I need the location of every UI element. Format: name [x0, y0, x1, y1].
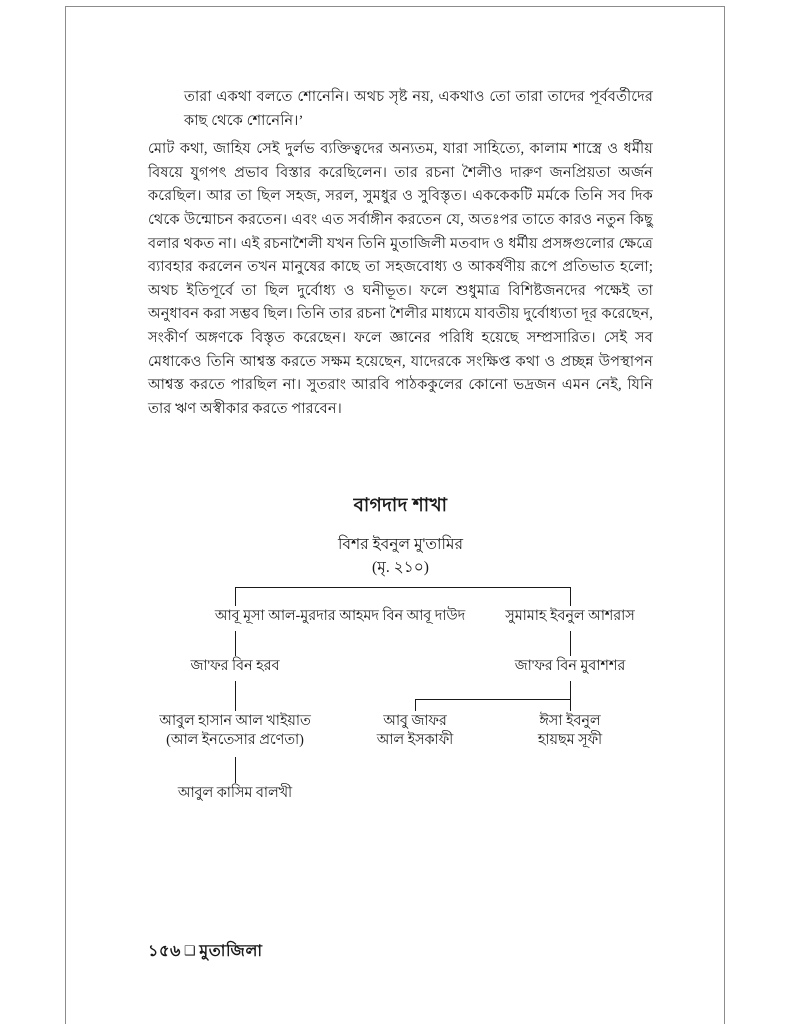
- chart-root-name: বিশর ইবনুল মু'তামির: [337, 536, 464, 554]
- main-paragraph: মোট কথা, জাহিয সেই দুর্লভ ব্যক্তিত্বদের অন্যতম, যারা সাহিত্যে, কালাম শাস্ত্রে ও ধর্মীয় বিষয়ে যুগপৎ প্রভাব বিস্তার করেছিলেন। তার রচনা শৈলীও দারুণ জনপ্রিয়তা অর্জন করেছিল। আর তা ছিল সহজ, সরল, সুমধুর ও সুবিস্তৃত। এককেকটি মর্মকে তিনি সব দিক থেকে উন্মোচন করতেন। এবং এত সর্বাঙ্গীন করতেন যে, অতঃপর তাতে কারও নতুন কিছু বলার থকত না। এই রচনাশৈলী যখন তিনি মুতাজিলী মতবাদ ও ধর্মীয় প্রসঙ্গগুলোর ক্ষেত্রে ব্যাবহার করলেন তখন মানুষের কাছে তা সহজবোধ্য ও আকর্ষণীয় রূপে প্রতিভাত হলো; অথচ ইতিপূর্বে তা ছিল দুর্বোধ্য ও ঘনীভূত। ফলে শুধুমাত্র বিশিষ্টজনদের পক্ষেই তা অনুধাবন করা সম্ভব ছিল। তিনি তার রচনা শৈলীর মাধ্যমে যাবতীয় দুর্বোধ্যতা দূর করেছেন, সংকীর্ণ অঙ্গণকে বিস্তৃত করেছেন। ফলে জ্ঞানের পরিধি হয়েছে সম্প্রসারিত। সেই সব মেধাকেও তিনি আশ্বস্ত করতে সক্ষম হয়েছেন, যাদেরকে সংক্ষিপ্ত কথা ও প্রচ্ছন্ন উপস্থাপন আশ্বস্ত করতে পারছিল না। সুতরাং আরবি পাঠককুলের কোনো ভদ্রজন এমন নেই, যিনি তার ঋণ অস্বীকার করতে পারবেন।: [148, 141, 653, 417]
- connector-n1-to-n3: [235, 631, 236, 656]
- footer-book-title: মুতাজিলা: [199, 943, 263, 960]
- tree-node-label: আবুল কাসিম বালখী: [177, 785, 293, 801]
- tree-node-label: আবু জাফর: [383, 713, 447, 729]
- connector-root-to-gen1-left: [235, 587, 236, 606]
- connector-root-bus: [235, 587, 570, 588]
- chart-title: বাগদাদ শাখা: [353, 496, 448, 516]
- tree-node-n1: [215, 607, 465, 626]
- footer-separator-icon: ❑: [183, 943, 197, 958]
- connector-gen3-bus: [415, 699, 570, 700]
- genealogy-chart: [148, 495, 653, 825]
- tree-node-sublabel: আল ইসকাফী: [376, 732, 454, 748]
- genealogy-tree: [148, 587, 653, 822]
- chart-root-death-year: (মৃ. ২১০): [372, 558, 429, 576]
- page-footer: [148, 938, 263, 965]
- tree-node-sublabel: হায়ছম সূফী: [537, 732, 603, 748]
- connector-n3-to-n5: [235, 681, 236, 711]
- tree-node-n6: [377, 712, 453, 750]
- connector-gen3-bus-to-n6: [415, 699, 416, 711]
- tree-node-label: ঈসা ইবনুল: [539, 713, 601, 729]
- tree-node-n4: [515, 657, 625, 676]
- tree-node-n3: [191, 657, 280, 676]
- tree-node-label: জা'ফর বিন হরব: [190, 658, 280, 674]
- quoted-paragraph: তারা একথা বলতে শোনেনি। অথচ সৃষ্ট নয়, একথাও তো তারা তাদের পূর্ববর্তীদের কাছ থেকে শোনেনি।’: [184, 89, 653, 129]
- connector-n5-to-n8: [235, 757, 236, 783]
- connector-root-to-gen1-right: [570, 587, 571, 606]
- tree-node-n5: [159, 712, 310, 750]
- connector-n4-to-gen3-bus: [570, 681, 571, 699]
- tree-node-label: জা'ফর বিন মুবাশশর: [514, 658, 626, 674]
- connector-gen3-bus-to-n7: [570, 699, 571, 711]
- tree-node-n7: [538, 712, 602, 750]
- tree-node-label: সুমামাহ ইবনুল আশরাস: [505, 608, 635, 624]
- tree-node-label: আবূ মূসা আল-মুরদার আহমদ বিন আবূ দাউদ: [214, 608, 466, 624]
- tree-node-label: আবুল হাসান আল খাইয়াত: [159, 713, 311, 729]
- connector-n2-to-n4: [570, 631, 571, 656]
- tree-node-sublabel: (আল ইনতেসার প্রণেতা): [166, 732, 304, 748]
- tree-node-n2: [505, 607, 634, 626]
- body-text-column: [148, 86, 653, 421]
- page-number: ১৫৬: [148, 943, 181, 960]
- tree-node-n8: [178, 784, 292, 803]
